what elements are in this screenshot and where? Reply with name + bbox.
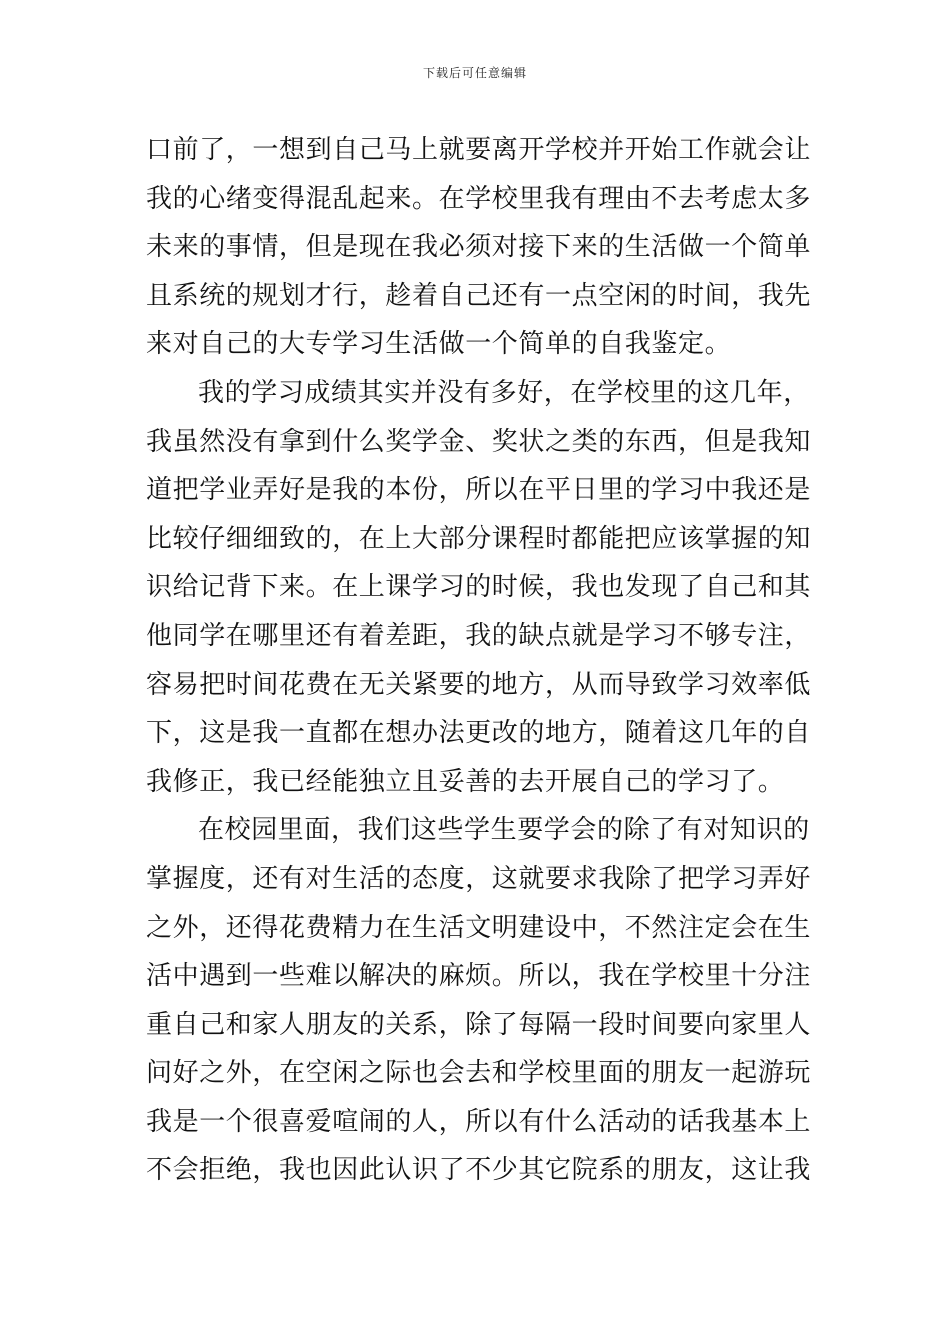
text-line: 他同学在哪里还有着差距，我的缺点就是学习不够专注，	[146, 620, 812, 651]
text-line: 下，这是我一直都在想办法更改的地方，随着这几年的自	[146, 718, 812, 749]
text-line: 比较仔细细致的，在上大部分课程时都能把应该掌握的知	[146, 523, 812, 554]
page-header: 下载后可任意编辑	[422, 66, 527, 80]
text-line: 不会拒绝，我也因此认识了不少其它院系的朋友，这让我	[146, 1155, 812, 1186]
text-line: 我虽然没有拿到什么奖学金、奖状之类的东西，但是我知	[146, 426, 812, 457]
text-line: 活中遇到一些难以解决的麻烦。所以，我在学校里十分注	[146, 961, 812, 992]
text-line: 且系统的规划才行，趁着自己还有一点空闲的时间，我先	[146, 280, 812, 311]
text-line: 我修正，我已经能独立且妥善的去开展自己的学习了。	[146, 766, 785, 797]
text-line: 我的心绪变得混乱起来。在学校里我有理由不去考虑太多	[146, 183, 812, 214]
text-line: 我是一个很喜爱喧闹的人，所以有什么活动的话我基本上	[146, 1106, 812, 1137]
text-line: 掌握度，还有对生活的态度，这就要求我除了把学习弄好	[146, 863, 812, 894]
text-line: 未来的事情，但是现在我必须对接下来的生活做一个简单	[146, 232, 812, 263]
text-line: 问好之外，在空闲之际也会去和学校里面的朋友一起游玩	[146, 1058, 812, 1089]
paragraph-1	[146, 126, 810, 369]
text-line: 重自己和家人朋友的关系，除了每隔一段时间要向家里人	[146, 1009, 812, 1040]
paragraph-2	[146, 369, 810, 806]
text-line: 识给记背下来。在上课学习的时候，我也发现了自己和其	[146, 572, 812, 603]
text-line: 在校园里面，我们这些学生要学会的除了有对知识的	[198, 815, 810, 846]
text-line: 口前了，一想到自己马上就要离开学校并开始工作就会让	[146, 135, 812, 165]
text-line: 我的学习成绩其实并没有多好，在学校里的这几年，	[198, 377, 810, 408]
text-line: 之外，还得花费精力在生活文明建设中，不然注定会在生	[146, 912, 812, 943]
paragraph-3	[146, 806, 810, 1195]
text-line: 道把学业弄好是我的本份，所以在平日里的学习中我还是	[146, 475, 812, 506]
text-line: 容易把时间花费在无关紧要的地方，从而导致学习效率低	[146, 669, 812, 700]
document-body	[146, 126, 810, 1195]
text-line: 来对自己的大专学习生活做一个简单的自我鉴定。	[146, 329, 732, 360]
